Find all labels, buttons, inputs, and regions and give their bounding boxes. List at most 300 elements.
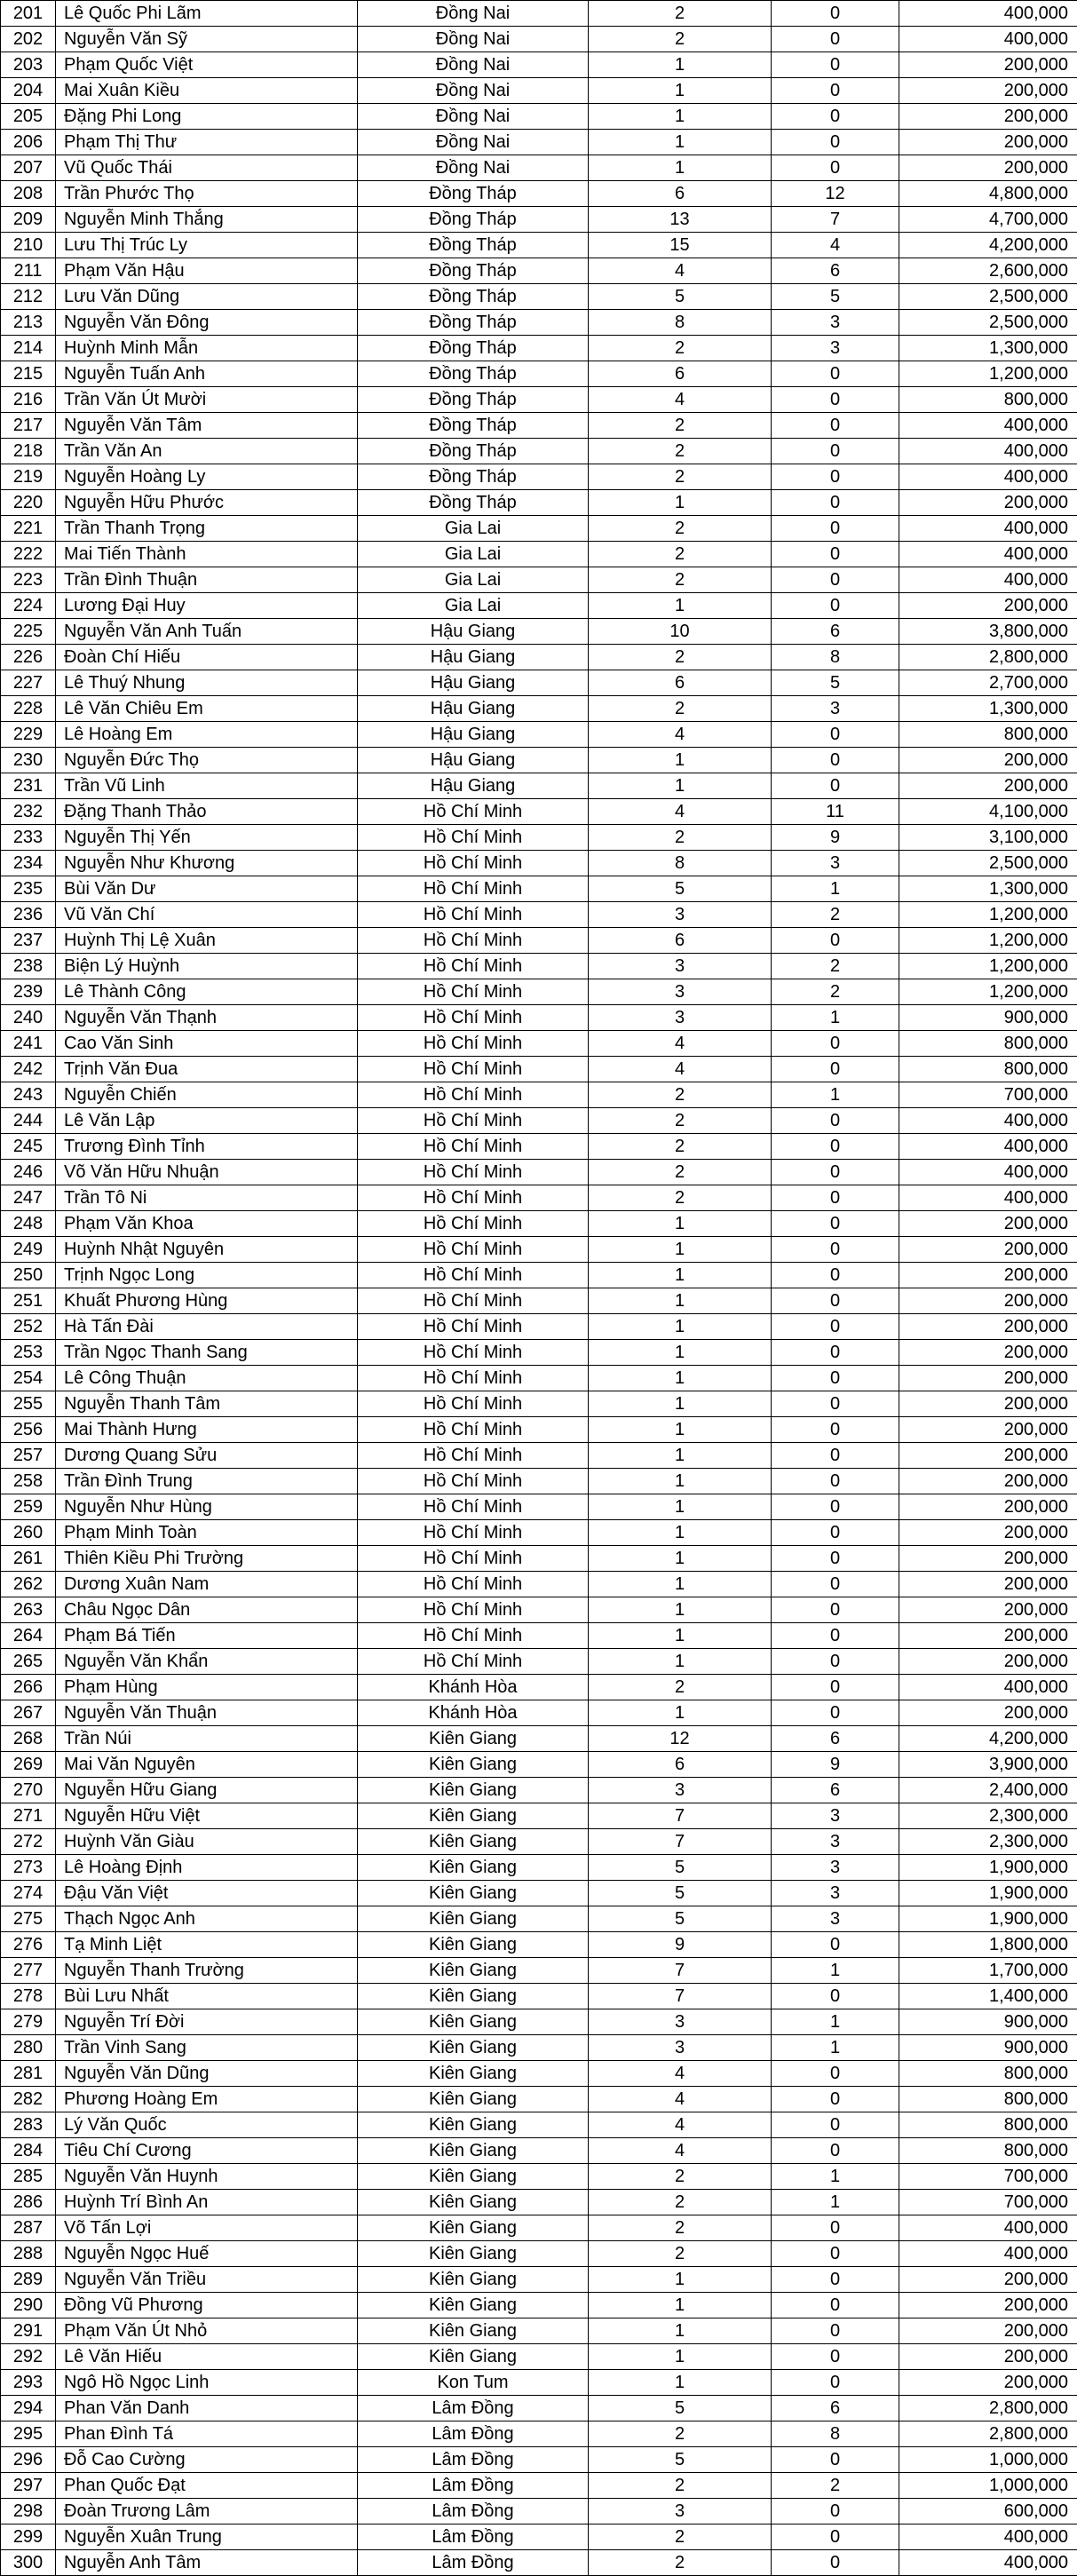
amount-cell: 800,000 [899,2061,1077,2087]
province-cell: Lâm Đồng [358,2524,589,2550]
count-a-cell: 7 [589,1958,772,1984]
province-cell: Kiên Giang [358,1752,589,1778]
count-a-cell: 2 [589,2473,772,2499]
amount-cell: 200,000 [899,2370,1077,2396]
count-b-cell: 0 [772,104,899,130]
row-number-cell: 203 [1,52,56,78]
province-cell: Hồ Chí Minh [358,1443,589,1469]
count-b-cell: 0 [772,1572,899,1597]
person-name-cell: Nguyễn Trí Đời [56,2009,358,2035]
person-name-cell: Nguyễn Hữu Phước [56,490,358,516]
table-row [1,2061,1077,2087]
province-cell: Đồng Tháp [358,361,589,387]
province-cell: Hồ Chí Minh [358,876,589,902]
table-row [1,2138,1077,2164]
count-a-cell: 1 [589,490,772,516]
table-row [1,2215,1077,2241]
count-a-cell: 12 [589,1726,772,1752]
row-number-cell: 275 [1,1906,56,1932]
count-b-cell: 0 [772,516,899,542]
person-name-cell: Nguyễn Văn Thạnh [56,1005,358,1031]
province-cell: Hồ Chí Minh [358,1237,589,1263]
row-number-cell: 295 [1,2421,56,2447]
row-number-cell: 229 [1,722,56,748]
province-cell: Kiên Giang [358,1803,589,1829]
count-b-cell: 0 [772,1185,899,1211]
row-number-cell: 296 [1,2447,56,2473]
row-number-cell: 208 [1,181,56,207]
count-a-cell: 4 [589,2087,772,2112]
count-b-cell: 0 [772,722,899,748]
row-number-cell: 242 [1,1057,56,1082]
province-cell: Gia Lai [358,542,589,567]
amount-cell: 200,000 [899,1597,1077,1623]
amount-cell: 400,000 [899,1134,1077,1160]
count-a-cell: 2 [589,439,772,464]
count-b-cell: 0 [772,1984,899,2009]
province-cell: Hậu Giang [358,619,589,645]
count-b-cell: 0 [772,130,899,155]
count-b-cell: 0 [772,1700,899,1726]
province-cell: Hồ Chí Minh [358,1108,589,1134]
table-row [1,722,1077,748]
count-a-cell: 2 [589,464,772,490]
table-row [1,1597,1077,1623]
count-b-cell: 6 [772,2396,899,2421]
province-cell: Hồ Chí Minh [358,1520,589,1546]
amount-cell: 1,700,000 [899,1958,1077,1984]
amount-cell: 2,800,000 [899,2396,1077,2421]
count-b-cell: 7 [772,207,899,233]
amount-cell: 400,000 [899,1108,1077,1134]
table-row [1,130,1077,155]
table-row [1,902,1077,928]
count-b-cell: 3 [772,1906,899,1932]
amount-cell: 1,000,000 [899,2447,1077,2473]
row-number-cell: 291 [1,2318,56,2344]
person-name-cell: Nguyễn Văn Thuận [56,1700,358,1726]
count-b-cell: 1 [772,2035,899,2061]
row-number-cell: 294 [1,2396,56,2421]
amount-cell: 800,000 [899,2087,1077,2112]
amount-cell: 200,000 [899,1494,1077,1520]
amount-cell: 400,000 [899,2524,1077,2550]
amount-cell: 200,000 [899,1263,1077,1288]
person-name-cell: Dương Xuân Nam [56,1572,358,1597]
count-a-cell: 6 [589,1752,772,1778]
person-name-cell: Lê Văn Hiếu [56,2344,358,2370]
count-b-cell: 0 [772,1366,899,1391]
count-b-cell: 0 [772,542,899,567]
province-cell: Kiên Giang [358,2112,589,2138]
row-number-cell: 233 [1,825,56,851]
person-name-cell: Cao Văn Sinh [56,1031,358,1057]
amount-cell: 200,000 [899,130,1077,155]
table-row [1,876,1077,902]
row-number-cell: 250 [1,1263,56,1288]
amount-cell: 200,000 [899,2293,1077,2318]
person-name-cell: Thạch Ngọc Anh [56,1906,358,1932]
amount-cell: 1,300,000 [899,696,1077,722]
province-cell: Gia Lai [358,593,589,619]
count-a-cell: 2 [589,567,772,593]
person-name-cell: Hà Tấn Đài [56,1314,358,1340]
person-name-cell: Trịnh Văn Đua [56,1057,358,1082]
person-name-cell: Biện Lý Huỳnh [56,954,358,979]
province-cell: Hậu Giang [358,748,589,773]
amount-cell: 1,000,000 [899,2473,1077,2499]
count-a-cell: 1 [589,1700,772,1726]
table-row [1,1366,1077,1391]
count-b-cell: 1 [772,2164,899,2190]
table-row [1,1469,1077,1494]
row-number-cell: 261 [1,1546,56,1572]
province-cell: Hồ Chí Minh [358,1649,589,1675]
person-name-cell: Nguyễn Tuấn Anh [56,361,358,387]
person-name-cell: Phan Quốc Đạt [56,2473,358,2499]
count-a-cell: 1 [589,155,772,181]
row-number-cell: 263 [1,1597,56,1623]
province-cell: Đồng Tháp [358,490,589,516]
amount-cell: 400,000 [899,1160,1077,1185]
table-row [1,928,1077,954]
count-b-cell: 8 [772,2421,899,2447]
amount-cell: 200,000 [899,748,1077,773]
count-b-cell: 0 [772,1134,899,1160]
person-name-cell: Trần Văn An [56,439,358,464]
person-name-cell: Nguyễn Văn Triều [56,2267,358,2293]
table-row [1,2550,1077,2576]
province-cell: Hồ Chí Minh [358,1623,589,1649]
row-number-cell: 284 [1,2138,56,2164]
table-row [1,1185,1077,1211]
province-cell: Kon Tum [358,2370,589,2396]
table-row [1,1726,1077,1752]
person-name-cell: Phương Hoàng Em [56,2087,358,2112]
table-row [1,516,1077,542]
amount-cell: 4,200,000 [899,1726,1077,1752]
person-name-cell: Lương Đại Huy [56,593,358,619]
amount-cell: 900,000 [899,2009,1077,2035]
person-name-cell: Mai Tiến Thành [56,542,358,567]
count-b-cell: 0 [772,1494,899,1520]
table-row [1,1958,1077,1984]
amount-cell: 400,000 [899,516,1077,542]
count-b-cell: 8 [772,645,899,670]
table-row [1,542,1077,567]
table-row [1,1134,1077,1160]
count-b-cell: 0 [772,1469,899,1494]
row-number-cell: 221 [1,516,56,542]
row-number-cell: 215 [1,361,56,387]
amount-cell: 400,000 [899,439,1077,464]
count-b-cell: 2 [772,2473,899,2499]
table-row [1,2087,1077,2112]
row-number-cell: 251 [1,1288,56,1314]
row-number-cell: 277 [1,1958,56,1984]
count-b-cell: 0 [772,1211,899,1237]
amount-cell: 2,300,000 [899,1803,1077,1829]
amount-cell: 200,000 [899,1391,1077,1417]
table-row [1,2318,1077,2344]
amount-cell: 200,000 [899,1314,1077,1340]
count-a-cell: 1 [589,1623,772,1649]
table-row [1,2396,1077,2421]
amount-cell: 400,000 [899,2550,1077,2576]
province-cell: Đồng Nai [358,104,589,130]
count-a-cell: 2 [589,645,772,670]
count-b-cell: 2 [772,902,899,928]
row-number-cell: 271 [1,1803,56,1829]
amount-cell: 200,000 [899,1443,1077,1469]
row-number-cell: 217 [1,413,56,439]
amount-cell: 200,000 [899,1417,1077,1443]
count-b-cell: 0 [772,78,899,104]
amount-cell: 200,000 [899,1546,1077,1572]
amount-cell: 2,500,000 [899,310,1077,336]
row-number-cell: 214 [1,336,56,361]
count-b-cell: 0 [772,2447,899,2473]
row-number-cell: 266 [1,1675,56,1700]
amount-cell: 4,200,000 [899,233,1077,258]
count-a-cell: 1 [589,1649,772,1675]
table-row [1,155,1077,181]
row-number-cell: 269 [1,1752,56,1778]
table-row [1,1237,1077,1263]
province-cell: Đồng Nai [358,1,589,27]
count-b-cell: 0 [772,1675,899,1700]
province-cell: Đồng Tháp [358,284,589,310]
row-number-cell: 226 [1,645,56,670]
amount-cell: 2,400,000 [899,1778,1077,1803]
province-cell: Hậu Giang [358,696,589,722]
row-number-cell: 270 [1,1778,56,1803]
amount-cell: 200,000 [899,1649,1077,1675]
row-number-cell: 273 [1,1855,56,1881]
table-row [1,1082,1077,1108]
province-cell: Đồng Tháp [358,310,589,336]
table-row [1,619,1077,645]
row-number-cell: 205 [1,104,56,130]
row-number-cell: 285 [1,2164,56,2190]
person-name-cell: Huỳnh Văn Giàu [56,1829,358,1855]
count-a-cell: 2 [589,1,772,27]
count-a-cell: 1 [589,1597,772,1623]
amount-cell: 400,000 [899,1185,1077,1211]
table-row [1,1572,1077,1597]
count-b-cell: 9 [772,825,899,851]
count-a-cell: 5 [589,1906,772,1932]
row-number-cell: 202 [1,27,56,52]
table-row [1,1,1077,27]
count-a-cell: 1 [589,1237,772,1263]
count-a-cell: 1 [589,1263,772,1288]
count-b-cell: 1 [772,1082,899,1108]
count-a-cell: 1 [589,748,772,773]
amount-cell: 200,000 [899,1237,1077,1263]
count-a-cell: 5 [589,1855,772,1881]
province-cell: Hồ Chí Minh [358,1494,589,1520]
count-a-cell: 15 [589,233,772,258]
amount-cell: 200,000 [899,1340,1077,1366]
row-number-cell: 231 [1,773,56,799]
person-name-cell: Đậu Văn Việt [56,1881,358,1906]
table-row [1,2293,1077,2318]
count-a-cell: 1 [589,2344,772,2370]
table-row [1,1623,1077,1649]
person-name-cell: Nguyễn Văn Tâm [56,413,358,439]
amount-cell: 400,000 [899,464,1077,490]
province-cell: Lâm Đồng [358,2550,589,2576]
person-name-cell: Đồng Vũ Phương [56,2293,358,2318]
count-a-cell: 2 [589,2215,772,2241]
province-cell: Kiên Giang [358,2035,589,2061]
person-name-cell: Nguyễn Minh Thắng [56,207,358,233]
amount-cell: 800,000 [899,2112,1077,2138]
table-body [1,1,1077,2576]
row-number-cell: 241 [1,1031,56,1057]
table-row [1,413,1077,439]
amount-cell: 900,000 [899,1005,1077,1031]
table-row [1,2421,1077,2447]
amount-cell: 200,000 [899,1366,1077,1391]
province-cell: Đồng Tháp [358,439,589,464]
person-name-cell: Võ Tấn Lợi [56,2215,358,2241]
province-cell: Hồ Chí Minh [358,1572,589,1597]
amount-cell: 200,000 [899,1700,1077,1726]
count-b-cell: 0 [772,27,899,52]
province-cell: Hồ Chí Minh [358,1185,589,1211]
amount-cell: 800,000 [899,1057,1077,1082]
table-row [1,2190,1077,2215]
person-name-cell: Phan Đình Tá [56,2421,358,2447]
table-row [1,1314,1077,1340]
table-row [1,825,1077,851]
row-number-cell: 264 [1,1623,56,1649]
row-number-cell: 259 [1,1494,56,1520]
count-a-cell: 2 [589,1675,772,1700]
person-name-cell: Trần Núi [56,1726,358,1752]
person-name-cell: Khuất Phương Hùng [56,1288,358,1314]
row-number-cell: 248 [1,1211,56,1237]
table-row [1,78,1077,104]
count-a-cell: 1 [589,1366,772,1391]
count-a-cell: 2 [589,2241,772,2267]
person-name-cell: Phạm Văn Hậu [56,258,358,284]
table-row [1,1443,1077,1469]
table-row [1,233,1077,258]
table-row [1,1160,1077,1185]
count-b-cell: 6 [772,1726,899,1752]
row-number-cell: 276 [1,1932,56,1958]
row-number-cell: 300 [1,2550,56,2576]
count-a-cell: 2 [589,516,772,542]
table-row [1,1546,1077,1572]
amount-cell: 3,800,000 [899,619,1077,645]
province-cell: Kiên Giang [358,1906,589,1932]
amount-cell: 400,000 [899,542,1077,567]
province-cell: Kiên Giang [358,1726,589,1752]
table-row [1,593,1077,619]
province-cell: Hồ Chí Minh [358,1031,589,1057]
table-row [1,748,1077,773]
row-number-cell: 223 [1,567,56,593]
count-b-cell: 0 [772,567,899,593]
count-a-cell: 3 [589,954,772,979]
table-row [1,1906,1077,1932]
province-cell: Hồ Chí Minh [358,851,589,876]
person-name-cell: Đoàn Trương Lâm [56,2499,358,2524]
table-row [1,1649,1077,1675]
province-cell: Kiên Giang [358,1984,589,2009]
count-b-cell: 2 [772,979,899,1005]
person-name-cell: Huỳnh Minh Mẫn [56,336,358,361]
person-name-cell: Nguyễn Hữu Giang [56,1778,358,1803]
province-cell: Hồ Chí Minh [358,1366,589,1391]
count-a-cell: 5 [589,284,772,310]
count-b-cell: 0 [772,1,899,27]
count-a-cell: 1 [589,1572,772,1597]
count-a-cell: 6 [589,928,772,954]
table-row [1,1494,1077,1520]
table-row [1,490,1077,516]
person-name-cell: Tiêu Chí Cương [56,2138,358,2164]
row-number-cell: 243 [1,1082,56,1108]
row-number-cell: 283 [1,2112,56,2138]
table-row [1,464,1077,490]
amount-cell: 400,000 [899,567,1077,593]
count-a-cell: 4 [589,1031,772,1057]
table-row [1,979,1077,1005]
province-cell: Hồ Chí Minh [358,902,589,928]
person-name-cell: Trần Thanh Trọng [56,516,358,542]
province-cell: Gia Lai [358,567,589,593]
count-a-cell: 2 [589,1185,772,1211]
count-a-cell: 3 [589,1778,772,1803]
count-a-cell: 2 [589,1108,772,1134]
province-cell: Kiên Giang [358,1881,589,1906]
amount-cell: 200,000 [899,593,1077,619]
person-name-cell: Nguyễn Thị Yến [56,825,358,851]
person-name-cell: Bùi Văn Dư [56,876,358,902]
count-a-cell: 1 [589,130,772,155]
row-number-cell: 257 [1,1443,56,1469]
count-a-cell: 1 [589,1546,772,1572]
count-b-cell: 0 [772,490,899,516]
count-b-cell: 1 [772,1958,899,1984]
amount-cell: 200,000 [899,52,1077,78]
amount-cell: 200,000 [899,1572,1077,1597]
row-number-cell: 272 [1,1829,56,1855]
table-row [1,2499,1077,2524]
amount-cell: 200,000 [899,2344,1077,2370]
row-number-cell: 240 [1,1005,56,1031]
count-a-cell: 2 [589,825,772,851]
person-name-cell: Nguyễn Anh Tâm [56,2550,358,2576]
person-name-cell: Nguyễn Hoàng Ly [56,464,358,490]
person-name-cell: Lê Thành Công [56,979,358,1005]
person-name-cell: Trần Ngọc Thanh Sang [56,1340,358,1366]
person-name-cell: Đoàn Chí Hiếu [56,645,358,670]
person-name-cell: Tạ Minh Liệt [56,1932,358,1958]
count-a-cell: 2 [589,2524,772,2550]
count-a-cell: 3 [589,902,772,928]
count-a-cell: 1 [589,1340,772,1366]
row-number-cell: 234 [1,851,56,876]
row-number-cell: 249 [1,1237,56,1263]
table-row [1,645,1077,670]
person-name-cell: Huỳnh Nhật Nguyên [56,1237,358,1263]
